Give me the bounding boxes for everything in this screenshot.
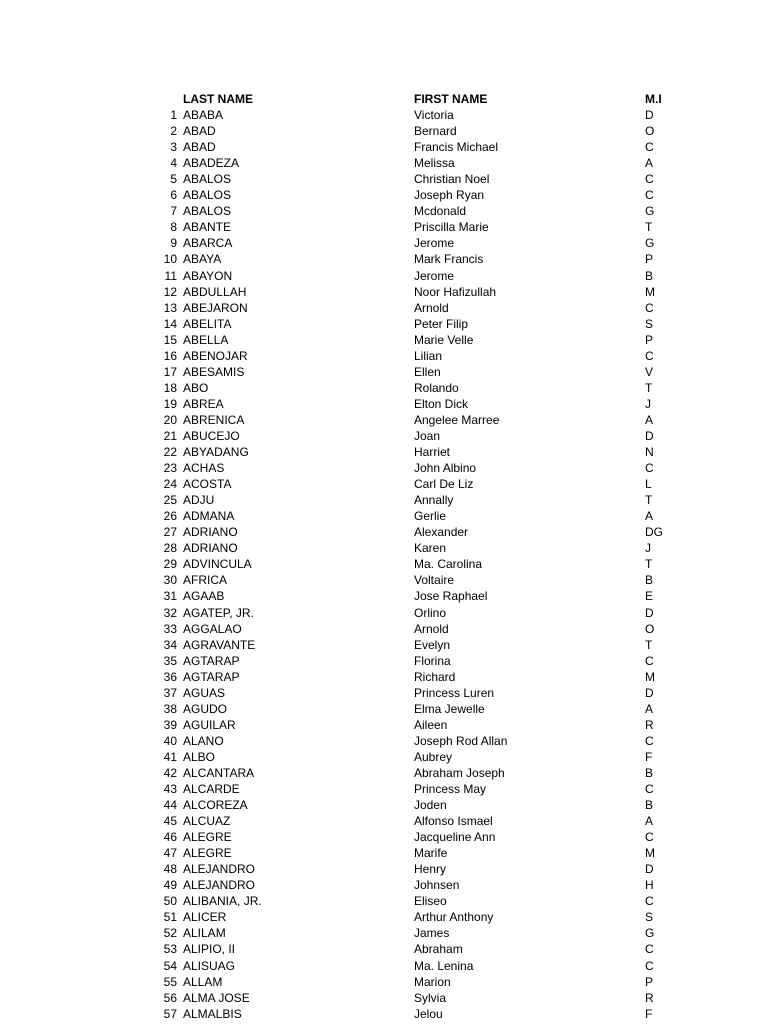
row-number: 23 [163, 461, 177, 476]
first-name-cell: Karen [414, 541, 447, 556]
first-name-cell: Ma. Lenina [414, 958, 474, 973]
first-name-cell: Peter Filip [414, 316, 469, 331]
first-name-cell: Jelou [414, 1006, 443, 1021]
middle-initial-cell: DG [645, 525, 663, 540]
row-number: 56 [163, 990, 177, 1005]
middle-initial-cell: C [645, 830, 654, 845]
middle-initial-cell: J [645, 541, 651, 556]
row-number: 17 [163, 364, 177, 379]
middle-initial-cell: B [645, 765, 654, 780]
first-name-cell: Arthur Anthony [414, 910, 494, 925]
middle-initial-cell: F [645, 749, 653, 764]
row-number: 40 [163, 733, 177, 748]
first-name-cell: Melissa [414, 156, 455, 171]
table-row [0, 990, 768, 1006]
last-name-cell: ABALOS [183, 204, 232, 219]
row-number: 4 [170, 156, 177, 171]
row-number: 5 [170, 172, 177, 187]
row-number: 49 [163, 878, 177, 893]
table-row [0, 332, 768, 348]
table-row [0, 733, 768, 749]
table-row [0, 749, 768, 765]
row-number: 43 [163, 782, 177, 797]
table-header-row [0, 91, 768, 107]
last-name-cell: ACOSTA [183, 477, 232, 492]
middle-initial-cell: C [645, 348, 654, 363]
middle-initial-cell: D [645, 685, 654, 700]
last-name-cell: ALMA JOSE [183, 990, 250, 1005]
middle-initial-cell: C [645, 172, 654, 187]
last-name-cell: ALBO [183, 749, 216, 764]
table-row [0, 268, 768, 284]
first-name-cell: Henry [414, 862, 447, 877]
first-name-cell: Richard [414, 669, 456, 684]
table-row [0, 235, 768, 251]
last-name-cell: ALLAM [183, 974, 223, 989]
table-row [0, 139, 768, 155]
middle-initial-cell: G [645, 236, 655, 251]
first-name-cell: Christian Noel [414, 172, 490, 187]
row-number: 34 [163, 637, 177, 652]
table-row [0, 797, 768, 813]
middle-initial-cell: A [645, 412, 654, 427]
first-name-cell: Princess Luren [414, 685, 495, 700]
first-name-cell: Mcdonald [414, 204, 467, 219]
last-name-cell: AGRAVANTE [183, 637, 256, 652]
middle-initial-cell: C [645, 942, 654, 957]
middle-initial-cell: C [645, 733, 654, 748]
first-name-cell: Aileen [414, 717, 448, 732]
middle-initial-cell: C [645, 958, 654, 973]
last-name-cell: AGUAS [183, 685, 226, 700]
last-name-cell: ADVINCULA [183, 557, 252, 572]
middle-initial-cell: C [645, 782, 654, 797]
middle-initial-cell: T [645, 493, 653, 508]
middle-initial-cell: G [645, 926, 655, 941]
middle-initial-cell: M [645, 846, 655, 861]
row-number: 19 [163, 396, 177, 411]
row-number: 18 [163, 380, 177, 395]
middle-initial-cell: A [645, 701, 654, 716]
row-number: 28 [163, 541, 177, 556]
last-name-cell: ABELLA [183, 332, 229, 347]
table-row [0, 588, 768, 604]
first-name-cell: John Albino [414, 461, 477, 476]
last-name-cell: ALISUAG [183, 958, 236, 973]
last-name-cell: ABREA [183, 396, 224, 411]
row-number: 21 [163, 428, 177, 443]
first-name-cell: Joden [414, 798, 447, 813]
table-row [0, 284, 768, 300]
last-name-cell: ABO [183, 380, 209, 395]
row-number: 52 [163, 926, 177, 941]
row-number: 35 [163, 653, 177, 668]
middle-initial-cell: P [645, 252, 654, 267]
first-name-cell: Jose Raphael [414, 589, 488, 604]
table-row [0, 829, 768, 845]
header-last-name: LAST NAME [183, 92, 253, 106]
first-name-cell: Evelyn [414, 637, 451, 652]
first-name-cell: Elma Jewelle [414, 701, 485, 716]
first-name-cell: Abraham [414, 942, 463, 957]
last-name-cell: ALEJANDRO [183, 878, 256, 893]
header-first-name: FIRST NAME [414, 92, 488, 106]
table-row [0, 653, 768, 669]
last-name-cell: ABDULLAH [183, 284, 247, 299]
first-name-cell: Johnsen [414, 878, 460, 893]
first-name-cell: Aubrey [414, 749, 453, 764]
row-number: 45 [163, 814, 177, 829]
last-name-cell: ALIBANIA, JR. [183, 894, 262, 909]
last-name-cell: ABESAMIS [183, 364, 245, 379]
row-number: 36 [163, 669, 177, 684]
first-name-cell: Joan [414, 428, 441, 443]
first-name-cell: Annally [414, 493, 454, 508]
first-name-cell: Francis Michael [414, 140, 499, 155]
middle-initial-cell: C [645, 300, 654, 315]
middle-initial-cell: R [645, 717, 654, 732]
table-row [0, 781, 768, 797]
first-name-cell: Bernard [414, 124, 457, 139]
last-name-cell: ABAYA [183, 252, 222, 267]
table-row [0, 412, 768, 428]
middle-initial-cell: T [645, 220, 653, 235]
table-row [0, 685, 768, 701]
last-name-cell: ABALOS [183, 172, 232, 187]
middle-initial-cell: C [645, 653, 654, 668]
middle-initial-cell: G [645, 204, 655, 219]
middle-initial-cell: A [645, 509, 654, 524]
table-row [0, 348, 768, 364]
table-row [0, 637, 768, 653]
table-row [0, 861, 768, 877]
table-row [0, 605, 768, 621]
last-name-cell: ALCANTARA [183, 765, 255, 780]
table-row [0, 444, 768, 460]
middle-initial-cell: T [645, 557, 653, 572]
row-number: 2 [170, 124, 177, 139]
row-number: 20 [163, 412, 177, 427]
first-name-cell: Carl De Liz [414, 477, 474, 492]
last-name-cell: ADMANA [183, 509, 235, 524]
last-name-cell: ABRENICA [183, 412, 245, 427]
middle-initial-cell: D [645, 108, 654, 123]
table-row [0, 380, 768, 396]
first-name-cell: Gerlie [414, 509, 447, 524]
first-name-cell: Ellen [414, 364, 441, 379]
middle-initial-cell: O [645, 621, 655, 636]
last-name-cell: ADJU [183, 493, 215, 508]
table-row [0, 845, 768, 861]
table-row [0, 187, 768, 203]
last-name-cell: AGAAB [183, 589, 225, 604]
middle-initial-cell: O [645, 124, 655, 139]
first-name-cell: Arnold [414, 621, 449, 636]
table-row [0, 396, 768, 412]
last-name-cell: ALIPIO, II [183, 942, 236, 957]
table-row [0, 572, 768, 588]
first-name-cell: Jerome [414, 236, 455, 251]
last-name-cell: AGATEP, JR. [183, 605, 254, 620]
row-number: 44 [163, 798, 177, 813]
last-name-cell: AGTARAP [183, 653, 240, 668]
row-number: 41 [163, 749, 177, 764]
first-name-cell: Jerome [414, 268, 455, 283]
middle-initial-cell: S [645, 910, 654, 925]
table-row [0, 492, 768, 508]
row-number: 3 [170, 140, 177, 155]
first-name-cell: Priscilla Marie [414, 220, 489, 235]
middle-initial-cell: J [645, 396, 651, 411]
first-name-cell: Lilian [414, 348, 443, 363]
row-number: 24 [163, 477, 177, 492]
row-number: 55 [163, 974, 177, 989]
table-row [0, 701, 768, 717]
row-number: 12 [163, 284, 177, 299]
middle-initial-cell: B [645, 268, 654, 283]
table-row [0, 428, 768, 444]
table-row [0, 909, 768, 925]
first-name-cell: Victoria [414, 108, 454, 123]
row-number: 26 [163, 509, 177, 524]
row-number: 50 [163, 894, 177, 909]
first-name-cell: Joseph Rod Allan [414, 733, 508, 748]
row-number: 42 [163, 765, 177, 780]
row-number: 7 [170, 204, 177, 219]
first-name-cell: Ma. Carolina [414, 557, 483, 572]
table-row [0, 171, 768, 187]
last-name-cell: ABELITA [183, 316, 232, 331]
first-name-cell: Alfonso Ismael [414, 814, 493, 829]
first-name-cell: Harriet [414, 445, 451, 460]
row-number: 13 [163, 300, 177, 315]
first-name-cell: Jacqueline Ann [414, 830, 496, 845]
middle-initial-cell: V [645, 364, 654, 379]
row-number: 31 [163, 589, 177, 604]
middle-initial-cell: B [645, 573, 654, 588]
last-name-cell: ABARCA [183, 236, 233, 251]
first-name-cell: Mark Francis [414, 252, 484, 267]
row-number: 11 [164, 268, 177, 283]
table-row [0, 556, 768, 572]
last-name-cell: ALMALBIS [183, 1006, 242, 1021]
last-name-cell: ABAYON [183, 268, 233, 283]
middle-initial-cell: A [645, 814, 654, 829]
middle-initial-cell: M [645, 284, 655, 299]
middle-initial-cell: R [645, 990, 654, 1005]
first-name-cell: Princess May [414, 782, 487, 797]
table-body [0, 107, 768, 1022]
last-name-cell: ADRIANO [183, 541, 238, 556]
table-row [0, 974, 768, 990]
last-name-cell: AFRICA [183, 573, 228, 588]
last-name-cell: ALCOREZA [183, 798, 248, 813]
first-name-cell: Voltaire [414, 573, 455, 588]
middle-initial-cell: P [645, 974, 654, 989]
first-name-cell: Arnold [414, 300, 449, 315]
last-name-cell: ABANTE [183, 220, 232, 235]
middle-initial-cell: M [645, 669, 655, 684]
last-name-cell: ABYADANG [183, 445, 249, 460]
table-row [0, 958, 768, 974]
first-name-cell: Florina [414, 653, 451, 668]
middle-initial-cell: N [645, 445, 654, 460]
middle-initial-cell: F [645, 1006, 653, 1021]
last-name-cell: ACHAS [183, 461, 225, 476]
table-row [0, 107, 768, 123]
table-row [0, 540, 768, 556]
row-number: 53 [163, 942, 177, 957]
row-number: 14 [163, 316, 177, 331]
table-row [0, 925, 768, 941]
row-number: 57 [163, 1006, 177, 1021]
first-name-cell: Elton Dick [414, 396, 469, 411]
first-name-cell: Orlino [414, 605, 447, 620]
middle-initial-cell: H [645, 878, 654, 893]
name-list-table [0, 91, 768, 1022]
middle-initial-cell: P [645, 332, 654, 347]
table-row [0, 219, 768, 235]
first-name-cell: Marife [414, 846, 448, 861]
table-row [0, 123, 768, 139]
last-name-cell: ABEJARON [183, 300, 248, 315]
last-name-cell: ABABA [183, 108, 224, 123]
row-number: 38 [163, 701, 177, 716]
middle-initial-cell: C [645, 461, 654, 476]
last-name-cell: ABAD [183, 140, 216, 155]
first-name-cell: Eliseo [414, 894, 447, 909]
last-name-cell: AGTARAP [183, 669, 240, 684]
last-name-cell: ALILAM [183, 926, 226, 941]
last-name-cell: ALCUAZ [183, 814, 231, 829]
table-row [0, 508, 768, 524]
last-name-cell: AGGALAO [183, 621, 242, 636]
first-name-cell: Alexander [414, 525, 469, 540]
last-name-cell: ALEGRE [183, 846, 232, 861]
row-number: 51 [163, 910, 177, 925]
table-row [0, 300, 768, 316]
row-number: 25 [163, 493, 177, 508]
row-number: 46 [163, 830, 177, 845]
row-number: 48 [163, 862, 177, 877]
last-name-cell: ALEJANDRO [183, 862, 256, 877]
middle-initial-cell: C [645, 140, 654, 155]
middle-initial-cell: D [645, 862, 654, 877]
table-row [0, 251, 768, 267]
middle-initial-cell: D [645, 605, 654, 620]
table-row [0, 813, 768, 829]
table-row [0, 524, 768, 540]
middle-initial-cell: D [645, 428, 654, 443]
table-row [0, 316, 768, 332]
row-number: 10 [163, 252, 177, 267]
last-name-cell: ALCARDE [183, 782, 240, 797]
middle-initial-cell: B [645, 798, 654, 813]
row-number: 29 [163, 557, 177, 572]
row-number: 37 [163, 685, 177, 700]
last-name-cell: ABADEZA [183, 156, 240, 171]
table-row [0, 765, 768, 781]
last-name-cell: ADRIANO [183, 525, 238, 540]
table-row [0, 717, 768, 733]
last-name-cell: ALANO [183, 733, 224, 748]
middle-initial-cell: C [645, 894, 654, 909]
table-row [0, 893, 768, 909]
row-number: 47 [163, 846, 177, 861]
row-number: 39 [163, 717, 177, 732]
row-number: 8 [170, 220, 177, 235]
last-name-cell: ABAD [183, 124, 216, 139]
row-number: 33 [163, 621, 177, 636]
header-middle-initial: M.I [645, 92, 662, 106]
row-number: 1 [170, 108, 177, 123]
first-name-cell: Abraham Joseph [414, 765, 505, 780]
table-row [0, 155, 768, 171]
table-row [0, 203, 768, 219]
row-number: 32 [163, 605, 177, 620]
last-name-cell: AGUDO [183, 701, 228, 716]
table-row [0, 941, 768, 957]
row-number: 22 [163, 445, 177, 460]
row-number: 16 [163, 348, 177, 363]
last-name-cell: ALICER [183, 910, 227, 925]
row-number: 9 [170, 236, 177, 251]
table-row [0, 669, 768, 685]
last-name-cell: AGUILAR [183, 717, 236, 732]
table-row [0, 476, 768, 492]
row-number: 6 [170, 188, 177, 203]
last-name-cell: ABENOJAR [183, 348, 248, 363]
middle-initial-cell: L [645, 477, 652, 492]
row-number: 27 [163, 525, 177, 540]
first-name-cell: Rolando [414, 380, 459, 395]
middle-initial-cell: T [645, 637, 653, 652]
middle-initial-cell: E [645, 589, 654, 604]
table-row [0, 621, 768, 637]
row-number: 54 [163, 958, 177, 973]
table-row [0, 877, 768, 893]
first-name-cell: James [414, 926, 450, 941]
first-name-cell: Noor Hafizullah [414, 284, 497, 299]
table-row [0, 364, 768, 380]
middle-initial-cell: T [645, 380, 653, 395]
row-number: 30 [163, 573, 177, 588]
middle-initial-cell: C [645, 188, 654, 203]
first-name-cell: Sylvia [414, 990, 447, 1005]
first-name-cell: Marion [414, 974, 451, 989]
last-name-cell: ABUCEJO [183, 428, 240, 443]
last-name-cell: ABALOS [183, 188, 232, 203]
middle-initial-cell: A [645, 156, 654, 171]
row-number: 15 [163, 332, 177, 347]
middle-initial-cell: S [645, 316, 654, 331]
first-name-cell: Joseph Ryan [414, 188, 485, 203]
first-name-cell: Angelee Marree [414, 412, 500, 427]
table-row [0, 460, 768, 476]
last-name-cell: ALEGRE [183, 830, 232, 845]
first-name-cell: Marie Velle [414, 332, 474, 347]
table-row [0, 1006, 768, 1022]
